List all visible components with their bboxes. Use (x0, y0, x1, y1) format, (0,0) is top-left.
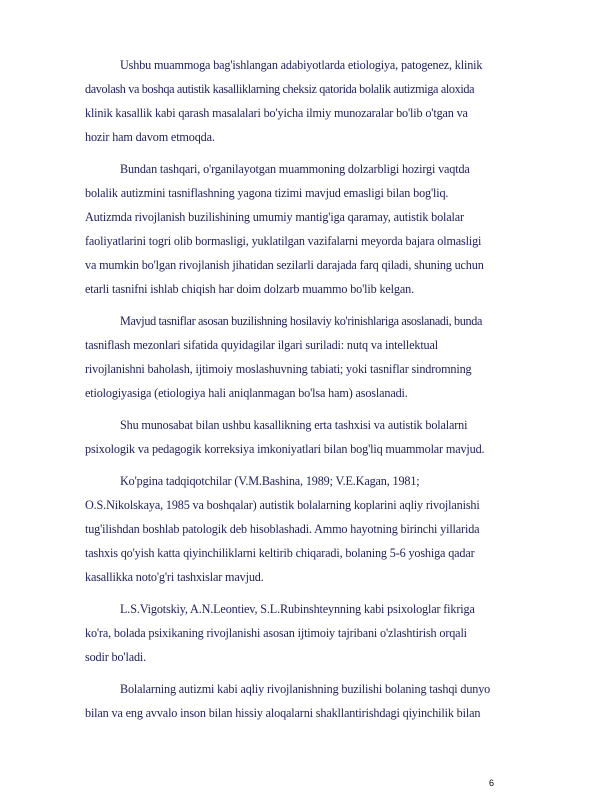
paragraph-3-line-4: etiologiyasiga (etiologiya hali aniqlanmagan bo'lsa ham) asoslanadi. (85, 386, 408, 400)
paragraph-3-line-3: rivojlanishni baholash, ijtimoiy moslashuvning tabiati; yoki tasniflar sindromning (85, 362, 472, 376)
paragraph-3-line-1: Mavjud tasniflar asosan buzilishning hosilaviy ko'rinishlariga asoslanadi, bunda (120, 314, 483, 328)
paragraph-2-line-5: va mumkin bo'lgan rivojlanish jihatidan sezilarli darajada farq qiladi, shuning uchun (85, 258, 484, 272)
paragraph-6-line-3: sodir bo'ladi. (85, 650, 147, 664)
paragraph-6-line-1: L.S.Vigotskiy, A.N.Leontiev, S.L.Rubinshteynning kabi psixologlar fikriga (120, 602, 475, 616)
paragraph-5-line-4: tashxis qo'yish katta qiyinchiliklarni keltirib chiqaradi, bolaning 5-6 yoshiga qadar (85, 546, 475, 560)
paragraph-5-line-1: Ko'pgina tadqiqotchilar (V.M.Bashina, 1989; V.E.Kagan, 1981; (120, 474, 420, 488)
paragraph-2-line-2: bolalik autizmini tasniflashning yagona tizimi mavjud emasligi bilan bog'liq. (85, 186, 449, 200)
paragraph-7-line-1: Bolalarning autizmi kabi aqliy rivojlanishning buzilishi bolaning tashqi dunyo (120, 682, 491, 696)
paragraph-1-line-1: Ushbu muammoga bag'ishlangan adabiyotlarda etiologiya, patogenez, klinik (120, 58, 483, 72)
paragraph-1-line-4: hozir ham davom etmoqda. (85, 130, 215, 144)
paragraph-1-line-3: klinik kasallik kabi qarash masalalari bo'yicha ilmiy munozaralar bo'lib o'tgan va (85, 106, 468, 120)
paragraph-2-line-4: faoliyatlarini togri olib bormasligi, yuklatilgan vazifalarni meyorda bajara olmasligi (85, 234, 482, 248)
page-number: 6 (489, 778, 495, 788)
paragraph-4-line-2: psixologik va pedagogik korreksiya imkoniyatlari bilan bog'liq muammolar mavjud. (85, 442, 485, 456)
paragraph-1-line-2: davolash va boshqa autistik kasalliklarning cheksiz qatorida bolalik autizmiga aloxida (85, 82, 475, 96)
paragraph-7-line-2: bilan va eng avvalo inson bilan hissiy aloqalarni shakllantirishdagi qiyinchilik bilan (85, 706, 481, 720)
paragraph-2-line-1: Bundan tashqari, o'rganilayotgan muammoning dolzarbligi hozirgi vaqtda (120, 162, 470, 176)
paragraph-5-line-2: O.S.Nikolskaya, 1985 va boshqalar) autistik bolalarning koplarini aqliy rivojlanishi (85, 498, 480, 512)
paragraph-4-line-1: Shu munosabat bilan ushbu kasallikning erta tashxisi va autistik bolalarni (120, 418, 468, 432)
paragraph-2-line-6: etarli tasnifni ishlab chiqish har doim dolzarb muammo bo'lib kelgan. (85, 282, 414, 296)
paragraph-6-line-2: ko'ra, bolada psixikaning rivojlanishi asosan ijtimoiy tajribani o'zlashtirish orqali (85, 626, 467, 640)
paragraph-5-line-5: kasallikka noto'g'ri tashxislar mavjud. (85, 570, 264, 584)
paragraph-5-line-3: tug'ilishdan boshlab patologik deb hisoblashadi. Ammo hayotning birinchi yillarida (85, 522, 480, 536)
paragraph-2-line-3: Autizmda rivojlanish buzilishining umumiy mantig'iga qaramay, autistik bolalar (85, 210, 464, 224)
paragraph-3-line-2: tasniflash mezonlari sifatida quyidagilar ilgari suriladi: nutq va intellektual (85, 338, 438, 352)
